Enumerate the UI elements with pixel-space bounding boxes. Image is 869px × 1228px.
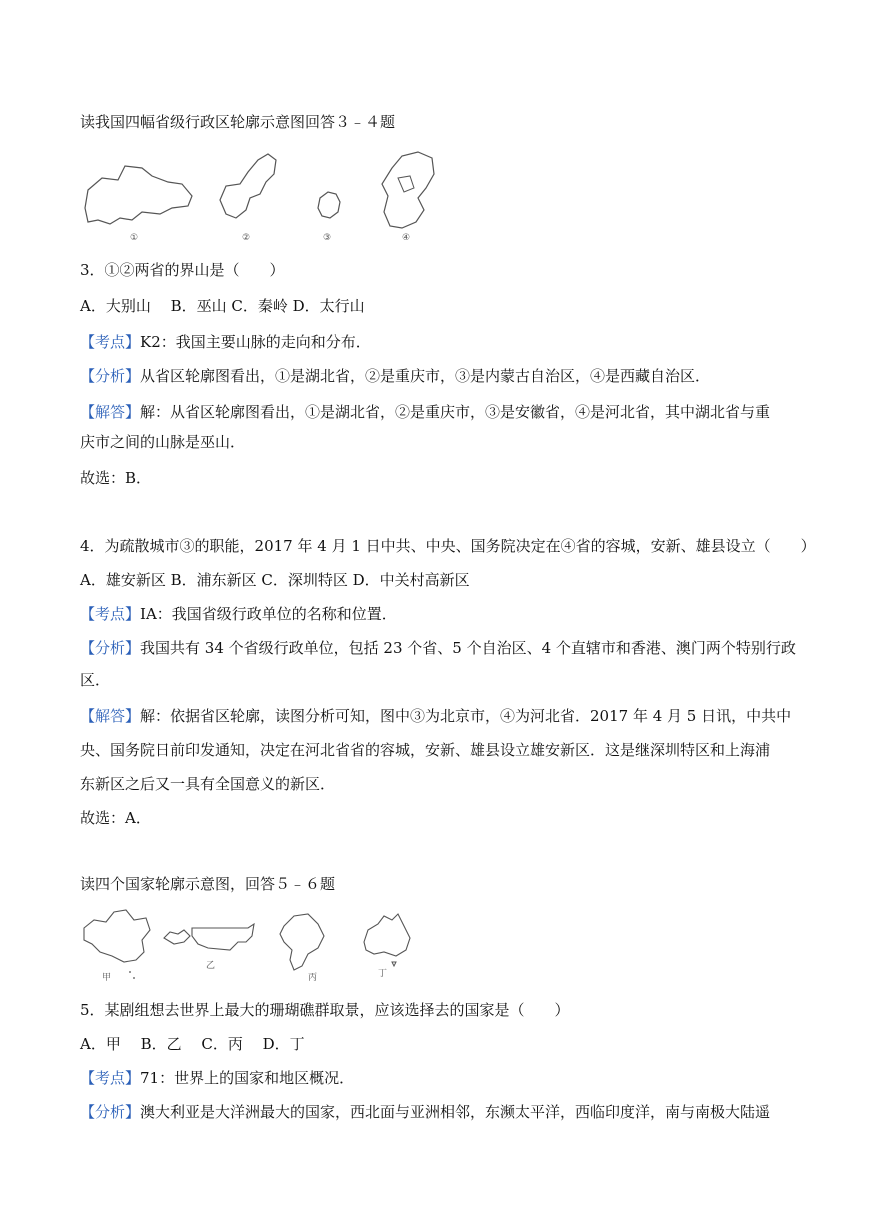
q3-answer: 故选：B． [80,469,152,487]
q3-options: A．大别山 B．巫山 C．秦岭 D．太行山 [80,297,365,315]
figure-label-ding: 丁 [378,969,388,979]
figure-label-2: ② [242,233,251,243]
brazil-outline [280,914,324,970]
q5-stem: 5．某剧组想去世界上最大的珊瑚礁群取景，应该选择去的国家是（ ） [80,1001,570,1019]
kaodian-text: K2：我国主要山脉的走向和分布． [140,333,371,351]
chongqing-outline [220,154,276,218]
fenxi-text: 从省区轮廓图看出，①是湖北省，②是重庆市，③是内蒙古自治区，④是西藏自治区． [140,367,711,385]
figure-label-jia: 甲 [102,973,112,983]
province-outlines-figure [80,148,440,248]
q5-options: A．甲 B．乙 C．丙 D．丁 [80,1035,305,1053]
figure-label-3: ③ [323,233,332,243]
jieda-tag: 【解答】 [80,403,141,421]
q4-answer: 故选：A． [80,809,151,827]
q4-jieda-cont-2: 东新区之后又一具有全国意义的新区． [80,775,336,793]
fenxi-tag: 【分析】 [80,367,141,385]
q4-jieda-cont-1: 央、国务院日前印发通知，决定在河北省省的容城，安新、雄县设立雄安新区．这是继深圳特区和上海浦 [80,741,771,759]
usa-outline [164,930,190,944]
usa-mainland-outline [192,924,254,950]
jieda-text: 解：从省区轮廓图看出，①是湖北省，②是重庆市，③是安徽省，④是河北省，其中湖北省与重 [140,403,771,421]
section-intro-countries: 读四个国家轮廓示意图，回答５﹣６题 [80,875,336,893]
jieda-tag: 【解答】 [80,707,141,725]
figure-label-1: ① [130,233,139,243]
fenxi-tag: 【分析】 [80,1103,141,1121]
kaodian-text: IA：我国省级行政单位的名称和位置． [140,605,397,623]
fenxi-text: 我国共有 34 个省级行政单位，包括 23 个省、5 个自治区、4 个直辖市和香港、澳门两个特别行政 [140,639,796,657]
figure-label-4: ④ [402,233,411,243]
fenxi-text: 澳大利亚是大洋洲最大的国家，西北面与亚洲相邻，东濒太平洋，西临印度洋，南与南极大陆遥 [140,1103,771,1121]
q3-kaodian [80,332,371,352]
china-outline [84,910,150,962]
q5-fenxi [80,1102,770,1122]
figure-label-yi: 乙 [206,961,216,971]
kaodian-tag: 【考点】 [80,1069,141,1087]
q4-fenxi-cont: 区． [80,671,111,689]
q4-jieda [80,706,791,726]
q4-stem: 4．为疏散城市③的职能，2017 年 4 月 1 日中共、中央、国务院决定在④省的容城，安新、雄县设立（ ） [80,537,816,555]
figure-label-bing: 丙 [308,973,318,983]
kaodian-text: 71：世界上的国家和地区概况． [140,1069,355,1087]
q3-stem: 3．①②两省的界山是（ ） [80,261,285,279]
q4-options: A．雄安新区 B．浦东新区 C．深圳特区 D．中关村高新区 [80,571,470,589]
beijing-outline [318,192,340,218]
kaodian-tag: 【考点】 [80,605,141,623]
australia-outline [364,914,410,956]
jieda-text: 解：依据省区轮廓，读图分析可知，图中③为北京市，④为河北省．2017 年 4 月 5 日讯，中共中 [140,707,792,725]
section-intro-provinces: 读我国四幅省级行政区轮廓示意图回答３﹣４题 [80,113,396,131]
q3-jieda [80,402,770,422]
q4-fenxi [80,638,796,658]
country-outlines-figure [80,906,420,988]
kaodian-tag: 【考点】 [80,333,141,351]
hubei-outline [85,166,192,224]
q3-jieda-cont: 庆市之间的山脉是巫山． [80,433,246,451]
q5-kaodian [80,1068,354,1088]
fenxi-tag: 【分析】 [80,639,141,657]
q3-fenxi [80,366,710,386]
q4-kaodian [80,604,397,624]
